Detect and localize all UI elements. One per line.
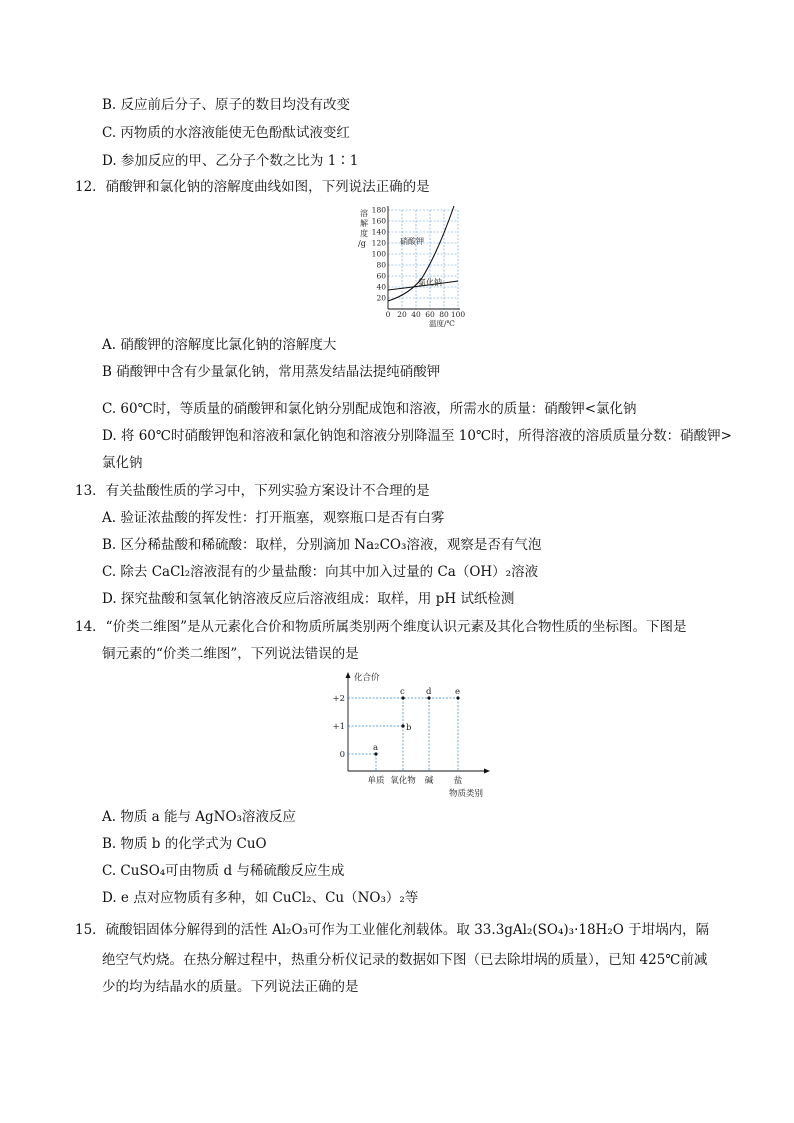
q11-option-d: D. 参加反应的甲、乙分子个数之比为 1∶1 [102, 153, 359, 169]
q14-option-a: A. 物质 a 能与 AgNO₃溶液反应 [102, 809, 296, 825]
solubility-ylabel-1: 溶 [360, 209, 368, 218]
xtick-20: 20 [397, 310, 407, 319]
ytick-40: 40 [376, 282, 386, 292]
valence-xlabel: 物质类别 [448, 789, 484, 799]
point-c-label: c [400, 687, 405, 697]
q12-option-d-cont: 氯化钠 [102, 455, 143, 471]
xtick-base: 碱 [424, 776, 434, 786]
q12-option-c: C. 60℃时，等质量的硝酸钾和氯化钠分别配成饱和溶液，所需水的质量：硝酸钾<氯化钠 [102, 401, 637, 417]
solubility-ylabel-3: 度 [360, 229, 368, 238]
kno3-label: 硝酸钾 [400, 237, 424, 246]
xtick-salt: 盐 [453, 776, 463, 786]
q12-stem: 12．硝酸钾和氯化钠的溶解度曲线如图，下列说法正确的是 [75, 179, 430, 195]
q14-option-c: C. CuSO₄可由物质 d 与稀硫酸反应生成 [102, 863, 345, 879]
ytick-140: 140 [371, 227, 386, 237]
ytick-0: 0 [339, 750, 345, 760]
q13-option-d: D. 探究盐酸和氢氧化钠溶液反应后溶液组成：取样，用 pH 试纸检测 [102, 591, 515, 607]
nacl-label: 氯化钠 [418, 278, 442, 287]
ytick-120: 120 [371, 238, 386, 248]
solubility-chart [352, 202, 470, 328]
ytick-180: 180 [371, 205, 386, 215]
q15-stem-1: 15．硫酸铝固体分解得到的活性 Al₂O₃可作为工业催化剂载体。取 33.3gAl₂(SO₄)₃·18H₂O 于坩埚内，隔 [75, 922, 710, 938]
q13-option-b: B. 区分稀盐酸和稀硫酸：取样，分别滴加 Na₂CO₃溶液，观察是否有气泡 [102, 537, 542, 553]
ytick-60: 60 [376, 271, 386, 281]
solubility-xlabel: 温度/℃ [429, 319, 455, 328]
point-a-label: a [373, 743, 379, 753]
solubility-ylabel-2: 解 [360, 219, 368, 228]
ytick-plus1: +1 [332, 722, 345, 732]
point-b [401, 724, 404, 727]
valence-class-chart [330, 670, 500, 800]
q13-option-c: C. 除去 CaCl₂溶液混有的少量盐酸：向其中加入过量的 Ca（OH）₂溶液 [102, 564, 539, 580]
point-d-label: d [426, 687, 432, 697]
point-e-label: e [455, 687, 461, 697]
xtick-60: 60 [425, 310, 435, 319]
q13-stem: 13．有关盐酸性质的学习中，下列实验方案设计不合理的是 [75, 483, 430, 499]
q12-option-d: D. 将 60℃时硝酸钾饱和溶液和氯化钠饱和溶液分别降温至 10℃时，所得溶液的溶质质量分数：硝酸钾> [102, 428, 732, 444]
q14-stem-2: 铜元素的“价类二维图”，下列说法错误的是 [102, 646, 359, 662]
valence-ylabel: 化合价 [354, 673, 380, 683]
xtick-80: 80 [439, 310, 449, 319]
q14-stem-1: 14．“价类二维图”是从元素化合价和物质所属类别两个维度认识元素及其化合物性质的坐标图。下图是 [75, 619, 687, 635]
xtick-oxide: 氧化物 [390, 776, 416, 786]
xtick-40: 40 [411, 310, 421, 319]
q14-option-b: B. 物质 b 的化学式为 CuO [102, 836, 267, 852]
xtick-100: 100 [450, 310, 466, 319]
q13-option-a: A. 验证浓盐酸的挥发性：打开瓶塞，观察瓶口是否有白雾 [102, 510, 445, 526]
q12-option-b: B 硝酸钾中含有少量氯化钠，常用蒸发结晶法提纯硝酸钾 [102, 364, 441, 380]
ytick-160: 160 [371, 216, 386, 226]
solubility-ylabel-4: /g [358, 239, 366, 248]
q14-option-d: D. e 点对应物质有多种，如 CuCl₂、Cu（NO₃）₂等 [102, 890, 419, 906]
q15-stem-2: 绝空气灼烧。在热分解过程中，热重分析仪记录的数据如下图（已去除坩埚的质量），已知 425℃前减 [102, 952, 708, 968]
ytick-100: 100 [371, 249, 386, 259]
q11-option-c: C. 丙物质的水溶液能使无色酚酞试液变红 [102, 125, 350, 141]
point-b-label: b [406, 723, 412, 733]
xtick-0: 0 [385, 310, 391, 319]
q12-option-a: A. 硝酸钾的溶解度比氯化钠的溶解度大 [102, 337, 337, 353]
xtick-element: 单质 [367, 776, 385, 786]
ytick-80: 80 [376, 260, 386, 270]
q15-stem-3: 少的均为结晶水的质量。下列说法正确的是 [102, 979, 359, 995]
q11-option-b: B. 反应前后分子、原子的数目均没有改变 [102, 97, 351, 113]
ytick-plus2: +2 [332, 694, 345, 704]
ytick-20: 20 [376, 293, 386, 303]
